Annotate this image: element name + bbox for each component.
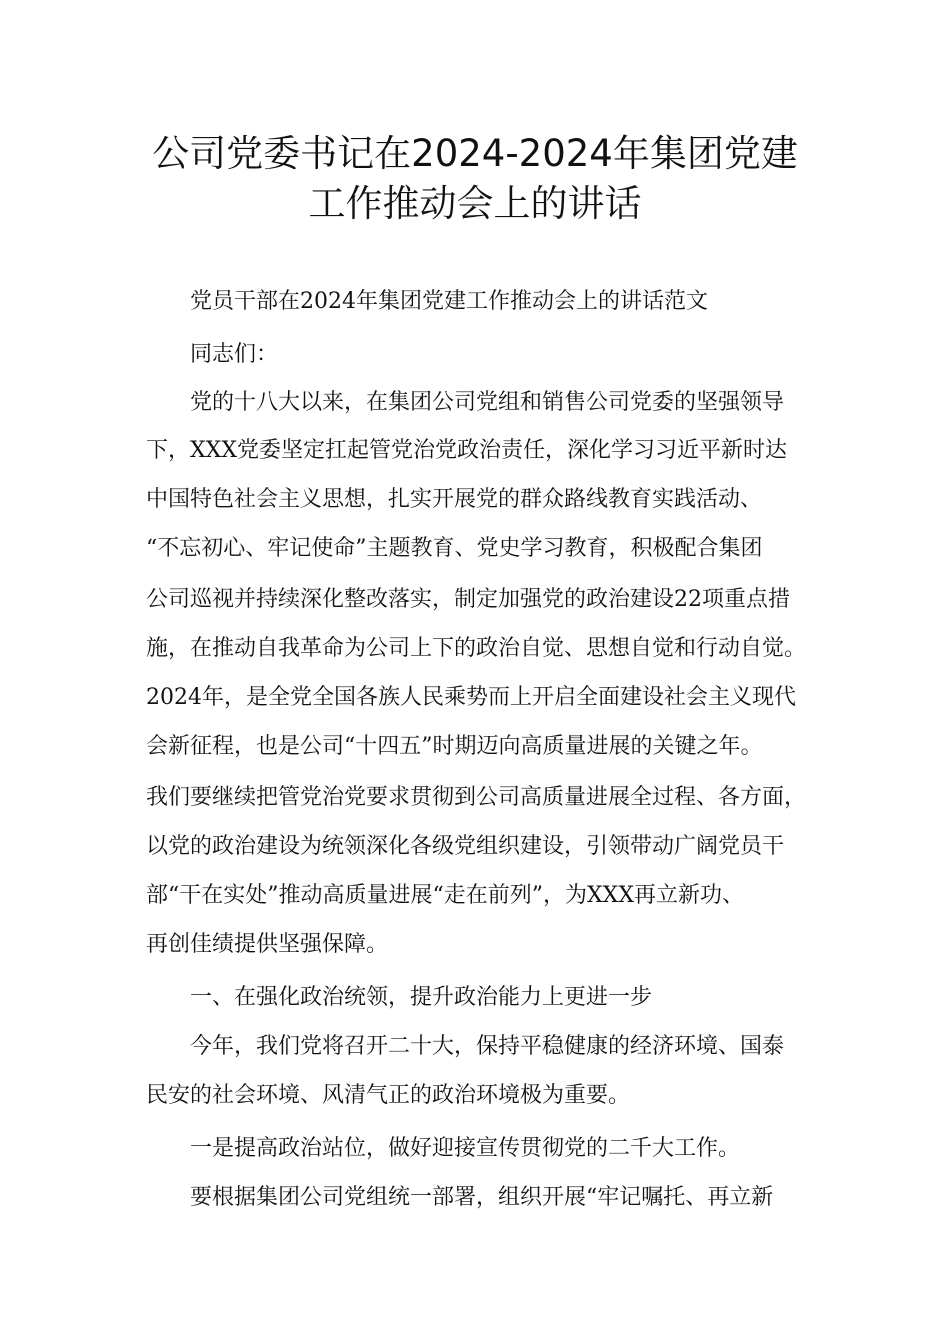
- paragraph-line: 公司巡视并持续深化整改落实，制定加强党的政治建设22项重点措: [146, 587, 790, 612]
- paragraph-line: 2024年，是全党全国各族人民乘势而上开启全面建设社会主义现代: [146, 685, 796, 710]
- paragraph-line: 部“干在实处”推动高质量进展“走在前列”，为XXX再立新功、: [146, 883, 744, 908]
- document-title-line-2: 工作推动会上的讲话: [308, 182, 642, 225]
- paragraph-line: 我们要继续把管党治党要求贯彻到公司高质量进展全过程、各方面，: [146, 785, 807, 810]
- paragraph-line: 一是提高政治站位，做好迎接宣传贯彻党的二千大工作。: [190, 1136, 741, 1161]
- subtitle-line: 党员干部在2024年集团党建工作推动会上的讲话范文: [190, 289, 708, 314]
- salutation-line: 同志们：: [190, 342, 279, 367]
- paragraph-line: 今年，我们党将召开二十大，保持平稳健康的经济环境、国泰: [190, 1034, 785, 1059]
- paragraph-line: 施，在推动自我革命为公司上下的政治自觉、思想自觉和行动自觉。: [146, 636, 807, 661]
- paragraph-line: 中国特色社会主义思想，扎实开展党的群众路线教育实践活动、: [146, 487, 763, 512]
- paragraph-line: 要根据集团公司党组统一部署，组织开展“牢记嘱托、再立新: [190, 1185, 774, 1210]
- paragraph-line: “不忘初心、牢记使命”主题教育、党史学习教育，积极配合集团: [146, 536, 763, 561]
- document-title-line-1: 公司党委书记在2024-2024年集团党建: [152, 132, 798, 175]
- paragraph-line: 再创佳绩提供坚强保障。: [146, 932, 389, 957]
- paragraph-line: 下，XXX党委坚定扛起管党治党政治责任，深化学习习近平新时达: [146, 438, 787, 463]
- paragraph-line: 以党的政治建设为统领深化各级党组织建设，引领带动广阔党员干: [146, 834, 785, 859]
- paragraph-line: 党的十八大以来，在集团公司党组和销售公司党委的坚强领导: [190, 390, 785, 415]
- paragraph-line: 会新征程，也是公司“十四五”时期迈向高质量进展的关键之年。: [146, 734, 763, 759]
- paragraph-line: 民安的社会环境、风清气正的政治环境极为重要。: [146, 1083, 631, 1108]
- section-heading: 一、在强化政治统领，提升政治能力上更进一步: [190, 985, 653, 1010]
